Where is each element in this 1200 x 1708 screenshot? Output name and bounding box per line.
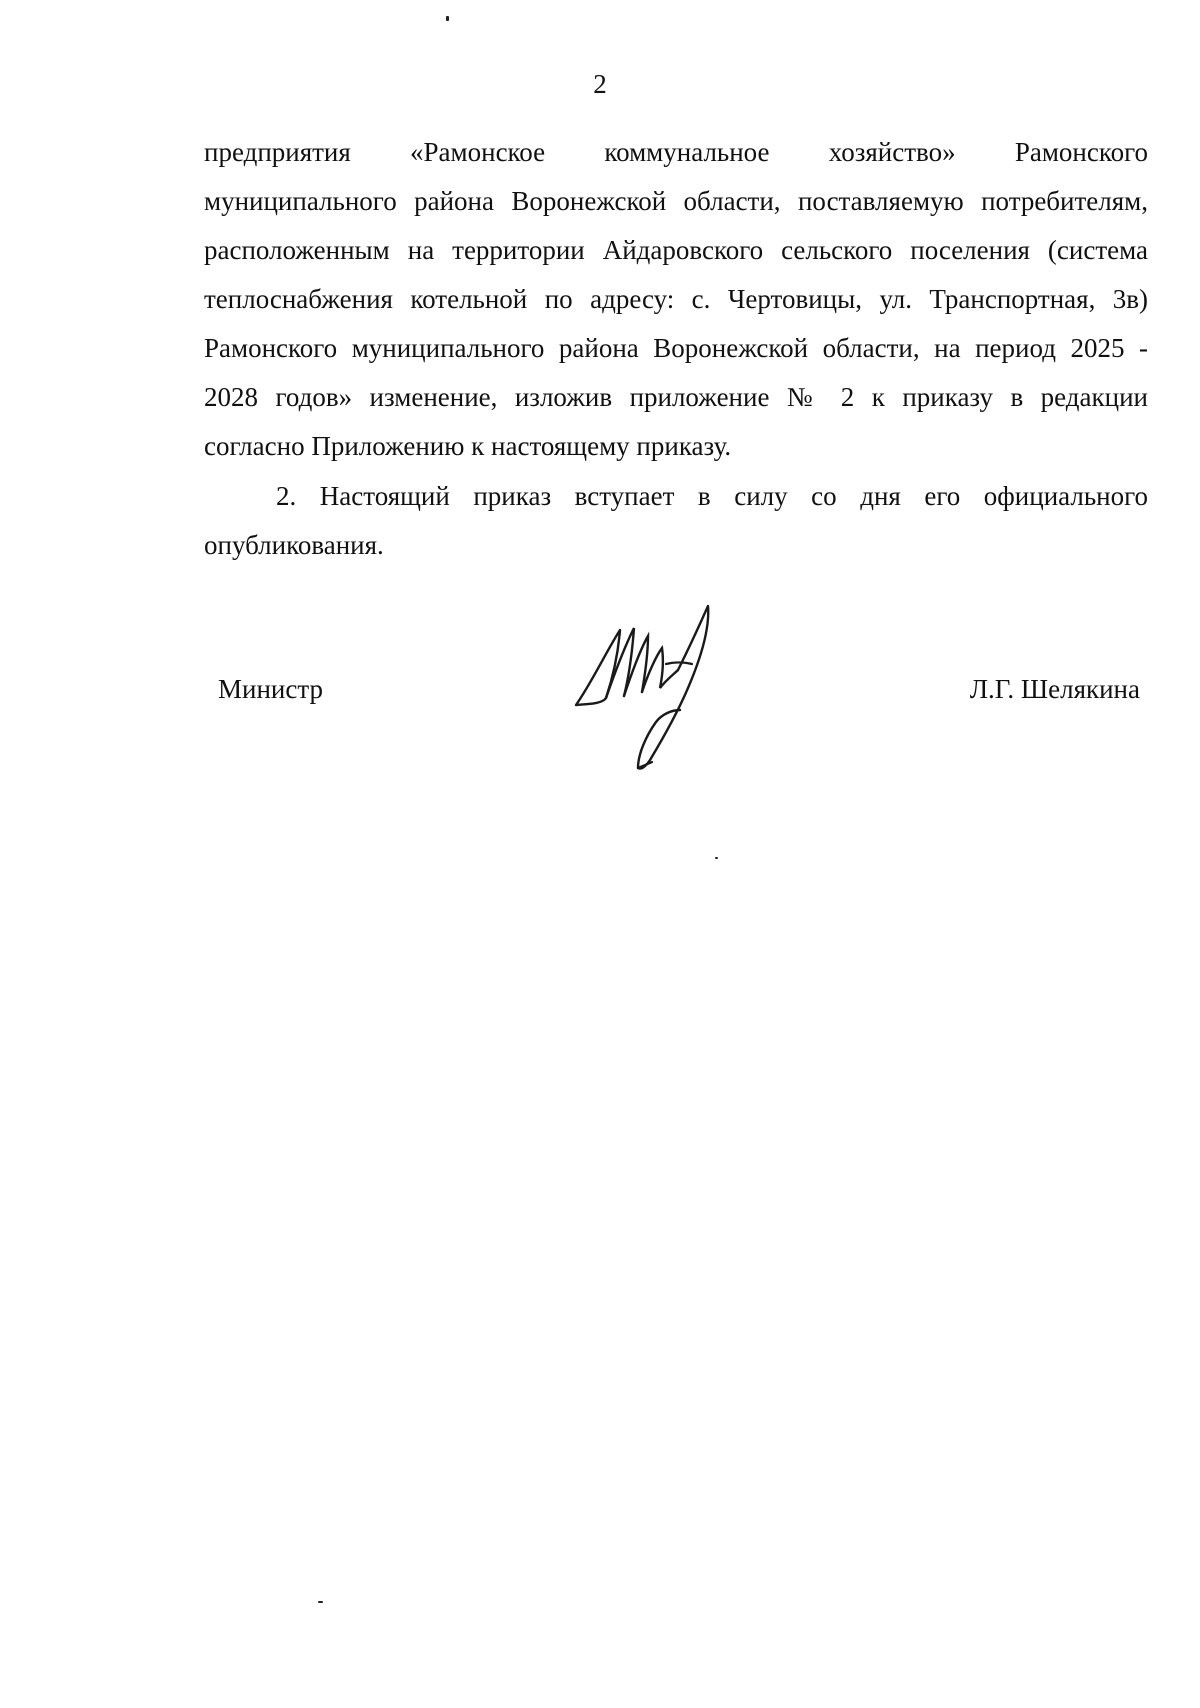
paragraph-line: согласно Приложению к настоящему приказу. xyxy=(204,431,732,461)
signature-block xyxy=(218,600,1148,780)
paragraph-line: муниципального района Воронежской области, поставляемую потребителям, xyxy=(204,186,1148,216)
signatory-name: Л.Г. Шелякина xyxy=(969,674,1140,704)
paragraph-line: теплоснабжения котельной по адресу: с. Чертовицы, ул. Транспортная, 3в) xyxy=(204,284,1148,314)
paragraph-line: 2028 годов» изменение, изложив приложение № 2 к приказу в редакции xyxy=(204,382,1148,412)
paragraph-line: 2. Настоящий приказ вступает в силу со дня его официального xyxy=(276,481,1148,511)
scan-speck xyxy=(318,1601,323,1603)
document-body xyxy=(204,128,1148,570)
paragraph-line: опубликования. xyxy=(204,530,384,560)
scan-speck xyxy=(446,16,449,21)
signatory-title: Министр xyxy=(218,674,323,704)
paragraph-1 xyxy=(204,128,1148,471)
paragraph-2 xyxy=(204,472,1148,570)
scan-speck xyxy=(715,857,718,859)
handwritten-signature xyxy=(562,600,722,775)
paragraph-line: расположенным на территории Айдаровского сельского поселения (система xyxy=(204,235,1148,265)
paragraph-line: Рамонского муниципального района Воронежской области, на период 2025 - xyxy=(204,333,1148,363)
page-number: 2 xyxy=(593,69,607,99)
paragraph-line: предприятия «Рамонское коммунальное хозяйство» Рамонского xyxy=(204,137,1148,167)
